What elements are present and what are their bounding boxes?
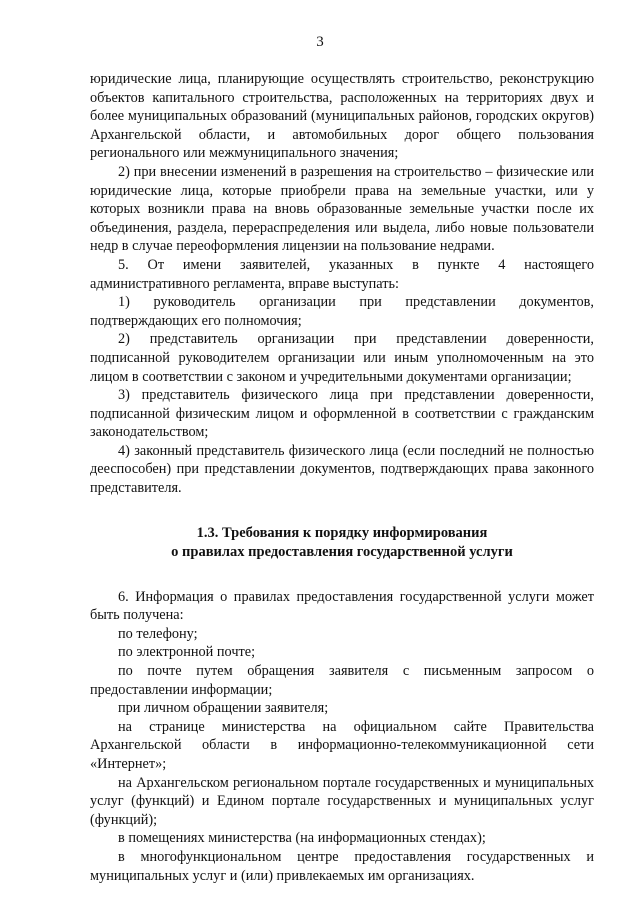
section-heading-line: 1.3. Требования к порядку информирования xyxy=(196,524,488,541)
document-body xyxy=(90,70,594,885)
list-item: в многофункциональном центре предоставления государственных и муниципальных услуг и (или) привлекаемых им организациях. xyxy=(90,848,594,884)
paragraph: 1) руководитель организации при представлении документов, подтверждающих его полномочия; xyxy=(90,294,594,329)
list-item: при личном обращении заявителя; xyxy=(118,700,329,717)
list-item: в помещениях министерства (на информационных стендах); xyxy=(118,830,486,847)
paragraph: 6. Информация о правилах предоставления государственной услуги может быть получена: xyxy=(90,588,594,624)
paragraph: 4) законный представитель физического лица (если последний не полностью дееспособен) при представлении документов, подтверждающих права законного представителя. xyxy=(90,442,594,497)
paragraph: 5. От имени заявителей, указанных в пункте 4 настоящего административного регламента, вправе выступать: xyxy=(90,256,594,292)
paragraph: юридические лица, планирующие осуществлять строительство, реконструкцию объектов капитального строительства, расположенных на территориях двух и более муниципальных образований (муниципальных районов, городских округов) Архангельской области, и автомобильных дорог общего пользования регионального или межмуниципального значения; xyxy=(90,71,594,162)
paragraph: 2) представитель организации при представлении доверенности, подписанной руководителем организации или иным уполномоченным на это лицом в соответствии с законом и учредительными документами организации; xyxy=(90,331,594,385)
list-item: по электронной почте; xyxy=(118,644,256,661)
page-number: 3 xyxy=(316,34,324,50)
list-item: на Архангельском региональном портале государственных и муниципальных услуг (функций) и Едином портале государственных и муниципальных услуг (функций); xyxy=(90,774,594,828)
section-before xyxy=(90,70,594,498)
section-heading xyxy=(90,524,594,562)
section-after xyxy=(90,588,594,886)
list-item: по телефону; xyxy=(118,625,198,642)
section-heading-line: о правилах предоставления государственной услуги xyxy=(171,543,513,560)
paragraph: 2) при внесении изменений в разрешения на строительство – физические или юридические лица, которые приобрели права на земельные участки, или у которых возникли права на вновь образованные земельные участки после их объединения, раздела, перераспределения или выдела, либо новые пользователи недр в случае переоформления лицензии на пользование недрами. xyxy=(90,163,594,255)
list-item: на странице министерства на официальном сайте Правительства Архангельской области в информационно-телекоммуникационной сети «Интернет»; xyxy=(90,718,594,772)
list-item: по почте путем обращения заявителя с письменным запросом о предоставлении информации; xyxy=(90,663,594,698)
paragraph: 3) представитель физического лица при представлении доверенности, подписанной физическим лицом и оформленной в соответствии с гражданским законодательством; xyxy=(90,387,594,441)
